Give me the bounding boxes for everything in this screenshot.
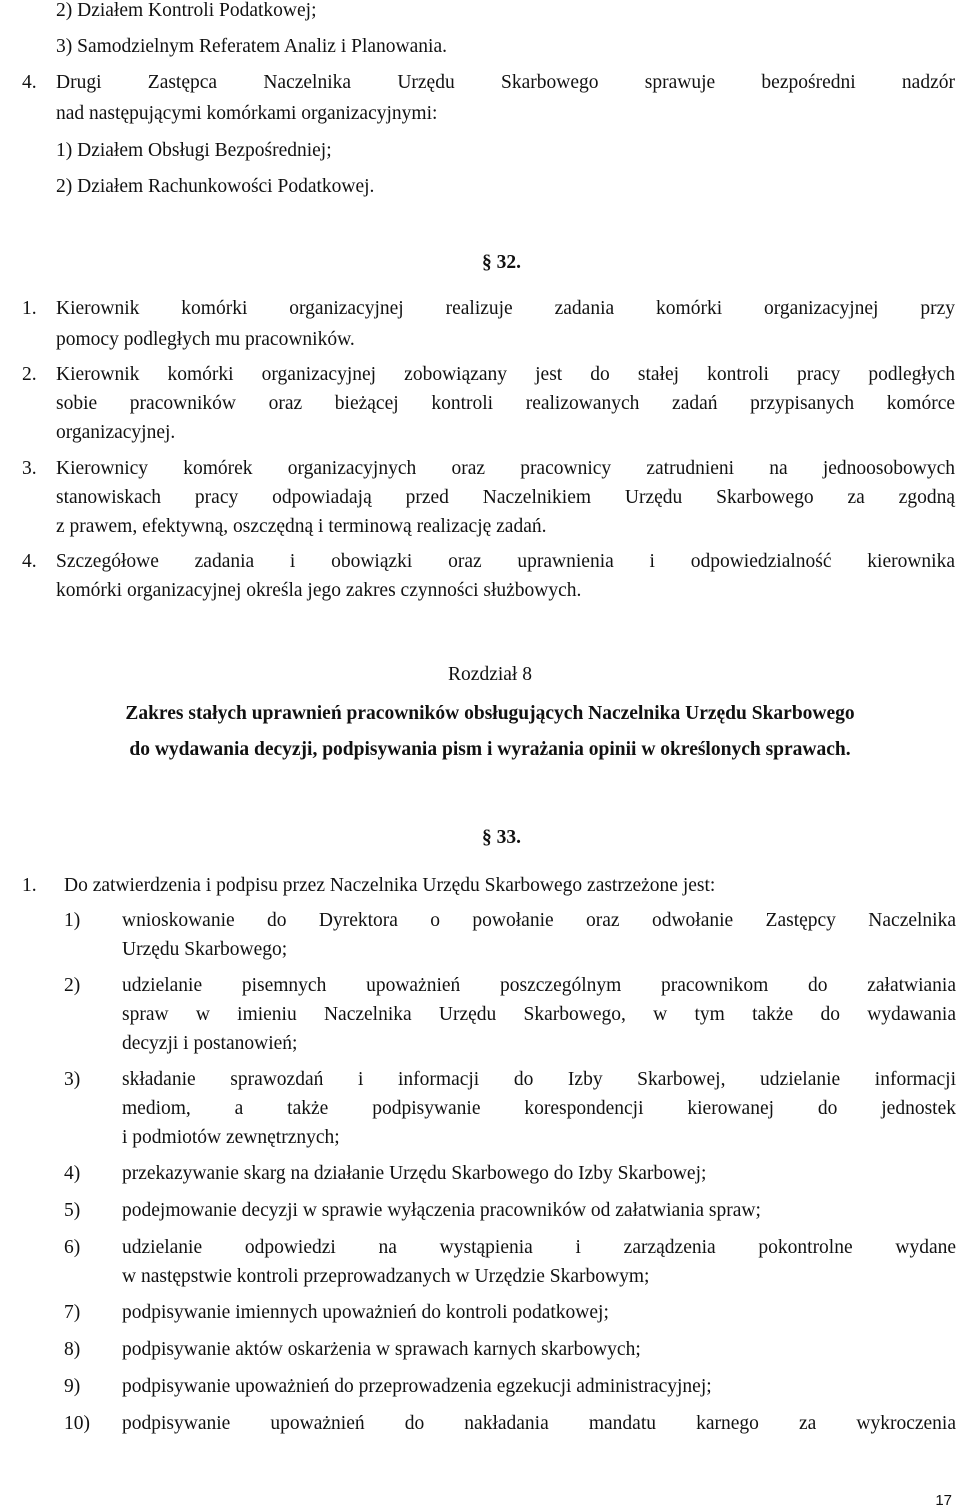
s33-item-1-line2: Urzędu Skarbowego; bbox=[122, 939, 288, 960]
s32-p3-number: 3. bbox=[22, 458, 37, 479]
s33-item-5-number: 5) bbox=[64, 1200, 81, 1221]
s33-item-9-line1: podpisywanie upoważnień do przeprowadzenia egzekucji administracyjnej; bbox=[122, 1376, 712, 1397]
s33-p1-number: 1. bbox=[22, 875, 37, 896]
s33-item-1-line1: wnioskowanie do Dyrektora o powołanie oraz odwołanie Zastępcy Naczelnika bbox=[122, 910, 956, 931]
s33-item-4-line1: przekazywanie skarg na działanie Urzędu Skarbowego do Izby Skarbowej; bbox=[122, 1163, 707, 1184]
s32-p3-line2: stanowiskach pracy odpowiadają przed Naczelnikiem Urzędu Skarbowego za zgodną bbox=[56, 487, 955, 508]
section-sign: § bbox=[482, 827, 492, 848]
s33-item-4-number: 4) bbox=[64, 1163, 81, 1184]
section-number: 33. bbox=[496, 827, 521, 848]
section-33-heading bbox=[482, 824, 521, 852]
s33-item-6-line1: udzielanie odpowiedzi na wystąpienia i zarządzenia pokontrolne wydane bbox=[122, 1237, 956, 1258]
point-4-sub1: 1) Działem Obsługi Bezpośredniej; bbox=[56, 140, 332, 161]
s32-p4-line2: komórki organizacyjnej określa jego zakres czynności służbowych. bbox=[56, 580, 582, 601]
list-item-kontrola: 2) Działem Kontroli Podatkowej; bbox=[56, 0, 317, 21]
s33-item-8-line1: podpisywanie aktów oskarżenia w sprawach karnych skarbowych; bbox=[122, 1339, 641, 1360]
s33-item-2-line1: udzielanie pisemnych upoważnień poszczególnym pracownikom do załatwiania bbox=[122, 975, 956, 996]
point-4-number: 4. bbox=[22, 72, 37, 93]
s33-item-7-number: 7) bbox=[64, 1302, 81, 1323]
section-sign: § bbox=[482, 252, 492, 273]
s33-item-6-number: 6) bbox=[64, 1237, 81, 1258]
s33-item-6-line2: w następstwie kontroli przeprowadzanych w Urzędzie Skarbowym; bbox=[122, 1266, 650, 1287]
s33-item-2-line2: spraw w imieniu Naczelnika Urzędu Skarbowego, w tym także do wydawania bbox=[122, 1004, 956, 1025]
s33-item-5-line1: podejmowanie decyzji w sprawie wyłączenia pracowników od załatwiania spraw; bbox=[122, 1200, 761, 1221]
s32-p2-line2: sobie pracowników oraz bieżącej kontroli realizowanych zadań przypisanych komórce bbox=[56, 393, 955, 414]
s32-p2-line1: Kierownik komórki organizacyjnej zobowiązany jest do stałej kontroli pracy podległych bbox=[56, 364, 955, 385]
s32-p2-line3: organizacyjnej. bbox=[56, 422, 176, 443]
s33-item-2-line3: decyzji i postanowień; bbox=[122, 1033, 298, 1054]
s32-p1-line1: Kierownik komórki organizacyjnej realizuje zadania komórki organizacyjnej przy bbox=[56, 298, 955, 319]
s33-p1-intro: Do zatwierdzenia i podpisu przez Naczelnika Urzędu Skarbowego zastrzeżone jest: bbox=[64, 875, 716, 896]
s33-item-1-number: 1) bbox=[64, 910, 81, 931]
s33-item-3-number: 3) bbox=[64, 1069, 81, 1090]
s32-p4-number: 4. bbox=[22, 551, 37, 572]
s32-p3-line1: Kierownicy komórek organizacyjnych oraz pracownicy zatrudnieni na jednoosobowych bbox=[56, 458, 955, 479]
chapter-label: Rozdział 8 bbox=[448, 664, 532, 685]
s33-item-3-line2: mediom, a także podpisywanie korespondencji kierowanej do jednostek bbox=[122, 1098, 956, 1119]
s32-p1-number: 1. bbox=[22, 298, 37, 319]
point-4-line2: nad następującymi komórkami organizacyjnymi: bbox=[56, 103, 438, 124]
s33-item-7-line1: podpisywanie imiennych upoważnień do kontroli podatkowej; bbox=[122, 1302, 609, 1323]
point-4-sub2: 2) Działem Rachunkowości Podatkowej. bbox=[56, 176, 375, 197]
s33-item-10-line1: podpisywanie upoważnień do nakładania mandatu karnego za wykroczenia bbox=[122, 1413, 956, 1434]
s32-p3-line3: z prawem, efektywną, oszczędną i terminową realizację zadań. bbox=[56, 516, 547, 537]
s33-item-3-line3: i podmiotów zewnętrznych; bbox=[122, 1127, 340, 1148]
s33-item-3-line1: składanie sprawozdań i informacji do Izby Skarbowej, udzielanie informacji bbox=[122, 1069, 956, 1090]
s33-item-10-number: 10) bbox=[64, 1413, 90, 1434]
s33-item-9-number: 9) bbox=[64, 1376, 81, 1397]
point-4-line1: Drugi Zastępca Naczelnika Urzędu Skarbowego sprawuje bezpośredni nadzór bbox=[56, 72, 955, 93]
s32-p1-line2: pomocy podległych mu pracowników. bbox=[56, 329, 355, 350]
page-number: 17 bbox=[935, 1492, 952, 1509]
s32-p2-number: 2. bbox=[22, 364, 37, 385]
list-item-referat: 3) Samodzielnym Referatem Analiz i Planowania. bbox=[56, 36, 447, 57]
s32-p4-line1: Szczegółowe zadania i obowiązki oraz uprawnienia i odpowiedzialność kierownika bbox=[56, 551, 955, 572]
s33-item-8-number: 8) bbox=[64, 1339, 81, 1360]
s33-item-2-number: 2) bbox=[64, 975, 81, 996]
chapter-title-line2: do wydawania decyzji, podpisywania pism i wyrażania opinii w określonych sprawach. bbox=[129, 739, 851, 760]
section-number: 32. bbox=[496, 252, 521, 273]
section-32-heading bbox=[482, 249, 521, 277]
chapter-title-line1: Zakres stałych uprawnień pracowników obsługujących Naczelnika Urzędu Skarbowego bbox=[125, 703, 855, 724]
